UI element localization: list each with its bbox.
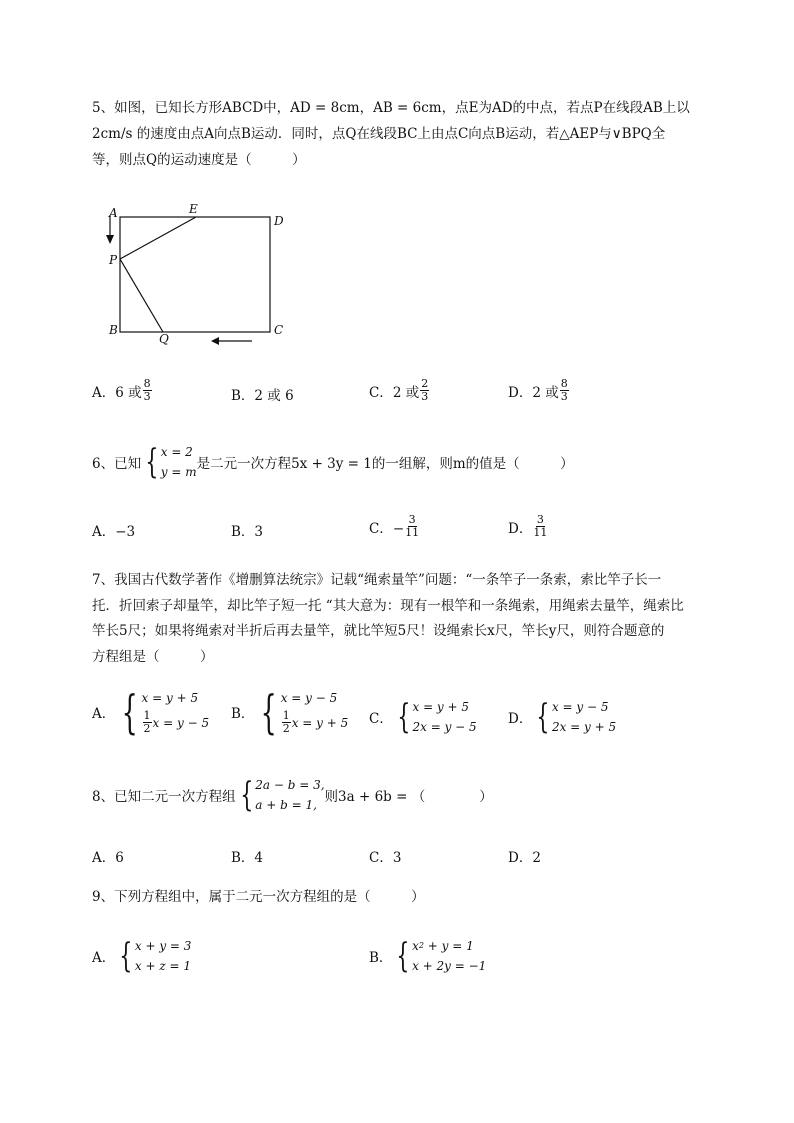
q7-stem-line2: 托．折回索子却量竿，却比竿子短一托 “其大意为：现有一根竿和一条绳索，用绳索去量竿，绳索比 [92, 598, 684, 614]
q5-option-d[interactable]: D．2 或 $\frac{8}{3}$ [508, 377, 568, 403]
fraction: $\frac{3}{11}$ [405, 513, 420, 539]
q9-option-b[interactable]: B． { x 2 + y = 1 x + 2y = −1 [369, 936, 487, 976]
q5-option-c[interactable]: C．2 或 $\frac{2}{3}$ [369, 377, 429, 403]
segment-pq [120, 259, 163, 332]
q8-option-c[interactable]: C．3 [369, 850, 402, 866]
q7-stem-line4: 方程组是（ ） [92, 649, 214, 665]
equation-system: { x + y = 3 x + z = 1 [119, 936, 192, 976]
q6-stem: 6、已知 { x = 2 y = m 是二元一次方程5x + 3y = 1的一组解，则m的值是（ ） [92, 442, 574, 482]
brace-icon: { [119, 936, 133, 976]
q7-stem-line1: 7、我国古代数学著作《增删算法统宗》记载“绳索量竿”问题：“一条竿子一条索，索比竿子长一 [92, 572, 662, 588]
brace-icon: { [239, 775, 253, 815]
q7-option-a[interactable]: A． { x = y + 5 $\frac{1}{2}$ x = y − 5 [92, 684, 210, 739]
q8-stem: 8、已知二元一次方程组 { 2a − b = 3, a + b = 1, 则3a + 6b = （ ） [92, 775, 493, 815]
q7-option-c[interactable]: C． { x = y + 5 2x = y − 5 [369, 697, 477, 737]
label-c: C [274, 323, 284, 337]
q6-option-c[interactable]: C．− $\frac{3}{11}$ [369, 513, 420, 539]
q7-option-d[interactable]: D． { x = y − 5 2x = y + 5 [508, 697, 617, 737]
fraction: $\frac{2}{3}$ [421, 377, 429, 403]
rectangle-abcd [120, 217, 270, 332]
equation-system: { x 2 + y = 1 x + 2y = −1 [396, 936, 487, 976]
label-d: D [274, 214, 284, 228]
q5-option-b[interactable]: B．2 或 6 [231, 388, 294, 404]
brace-icon: { [397, 697, 411, 737]
brace-icon: { [536, 697, 550, 737]
q8-option-a[interactable]: A．6 [92, 850, 124, 866]
label-a: A [109, 206, 118, 220]
label-p: P [109, 253, 118, 267]
label-b: B [109, 323, 118, 337]
q5-option-a[interactable]: A．6 或 $\frac{8}{3}$ [92, 377, 151, 403]
fraction: $\frac{8}{3}$ [560, 377, 568, 403]
q6-option-a[interactable]: A．−3 [92, 524, 136, 540]
q8-option-b[interactable]: B．4 [231, 850, 264, 866]
label-e: E [189, 202, 198, 216]
q7-stem-line3: 竿长5尺；如果将绳索对半折后再去量竿，就比竿短5尺！设绳索长x尺，竿长y尺，则符合题意的 [92, 623, 665, 639]
brace-icon: { [145, 442, 159, 482]
equation-system: { x = y − 5 2x = y + 5 [536, 697, 617, 737]
q9-stem: 9、下列方程组中，属于二元一次方程组的是（ ） [92, 889, 425, 905]
q8-option-d[interactable]: D．2 [508, 850, 541, 866]
arrow-left-head [211, 337, 219, 345]
equation-system: { x = y − 5 $\frac{1}{2}$ x = y + 5 [261, 684, 349, 739]
q5-stem-line1: 5、如图，已知长方形ABCD中，AD = 8cm，AB = 6cm，点E为AD的中点，若点P在线段AB上以 [92, 100, 690, 116]
arrow-down-head [106, 235, 114, 244]
equation-system: { x = y + 5 $\frac{1}{2}$ x = y − 5 [121, 684, 210, 739]
q5-stem-line3: 等，则点Q的运动速度是（ ） [92, 152, 306, 168]
q9-option-a[interactable]: A． { x + y = 3 x + z = 1 [92, 936, 192, 976]
fraction: $\frac{1}{2}$ [282, 709, 290, 735]
fraction: $\frac{1}{2}$ [143, 709, 151, 735]
q5-stem-line2: 2cm/s 的速度由点A向点B运动．同时，点Q在线段BC上由点C向点B运动，若△AEP与∨BPQ全 [92, 126, 666, 142]
q6-option-d[interactable]: D． $\frac{3}{11}$ [508, 513, 548, 539]
equation-system: { 2a − b = 3, a + b = 1, [239, 775, 325, 815]
label-q: Q [159, 332, 169, 346]
brace-icon: { [121, 684, 138, 739]
equation-system: { x = 2 y = m [145, 442, 197, 482]
segment-pe [120, 217, 196, 259]
brace-icon: { [261, 684, 278, 739]
fraction: $\frac{8}{3}$ [143, 377, 151, 403]
rectangle-figure [100, 198, 300, 350]
fraction: $\frac{3}{11}$ [533, 513, 548, 539]
q7-option-b[interactable]: B． { x = y − 5 $\frac{1}{2}$ x = y + 5 [231, 684, 349, 739]
brace-icon: { [396, 936, 410, 976]
equation-system: { x = y + 5 2x = y − 5 [397, 697, 477, 737]
q6-option-b[interactable]: B．3 [231, 524, 264, 540]
